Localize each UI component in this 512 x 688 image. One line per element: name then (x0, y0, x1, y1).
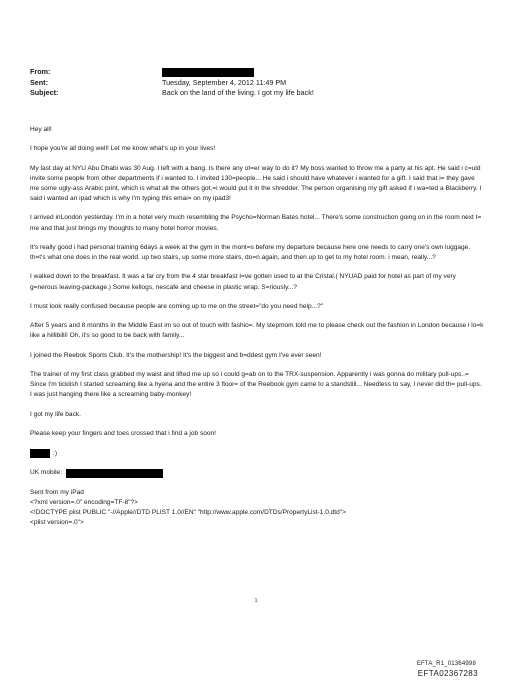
signature-row (30, 449, 485, 459)
efta-stamp-small: EFTA_R1_01364998 (416, 661, 476, 667)
footer-lines (30, 488, 485, 528)
page-number: 1 (254, 598, 258, 604)
body-paragraph: I hope you're all doing well! Let me know what's up in your lives! (30, 145, 216, 153)
redacted-name (30, 449, 50, 458)
signature-smiley: :) (53, 449, 57, 457)
mobile-row (30, 468, 485, 478)
body-paragraph: The trainer of my first class grabbed my waist and lifted me up so i could g=ab on to the TRX-suspension. Apparently i was gonna do military pull-ups..= Since I'm ticklish I started screaming like a hyena and the entire 3 floor= of the Reebook gym came to a standstill... Needless to say, I never did th= pull-ups. I was just hanging there like a screaming baby-monkey! (30, 371, 482, 399)
subject-value: Back on the land of the living. I got my life back! (162, 88, 314, 97)
body-paragraph: I must look really confused because people are coming up to me on the street="do you need help...?" (30, 302, 324, 310)
body-paragraph: Please keep your fingers and toes crossed that i find a job soon! (30, 430, 216, 438)
body-paragraph: I walked down to the breakfast. It was a far cry from the 4 star breakfast I=ve gotten used to at the Cristal.( NYUAD paid for hotel as part of my very g=nerous leaving-package.) Some kellogs, nescafe and cheese in plastic wrap. S=riously...? (30, 273, 456, 291)
email-header (30, 67, 490, 99)
email-body (30, 125, 485, 528)
doctype-line: <!DOCTYPE plist PUBLIC "-//Apple//DTD PLIST 1.0//EN" "http://www.apple.com/DTDs/PropertyList-1.0.dtd"> (30, 509, 346, 517)
body-paragraph: I arrived inLondon yesterday. I'm in a hotel very much resembling the Psycho=Norman Bates hotel... There's some construction going on in the room next t= me and that just brings my thoughts to many hotel horror movies. (30, 214, 482, 232)
mobile-label: UK mobile: (30, 469, 63, 477)
sent-from-line: Sent from my iPad (30, 488, 84, 496)
from-label: From: (30, 67, 51, 76)
plist-line: <plist version=.0"> (30, 519, 84, 527)
body-paragraph: It's really good i had personal training 6days a week at the gym in the mont=s before my departure because here one needs to carry one's own luggage. th=t's what one does in the real world. up two stairs, up some more stairs, do=n again, and then up to get to my hotel room. i mean, really...? (30, 243, 471, 262)
body-paragraph: I joined the Reebok Sports Club. It's the mothership! It's the biggest and b=ddest gym I've ever seen! (30, 351, 322, 359)
body-paragraph: My last day at NYU Abu Dhabi was 30 Aug. I left with a bang. Is there any ot=er way to do it? My boss wanted to throw me a party at his apt. He said i c=uld invite some people from other departments if i wanted to. I invited 130=people... He said i should have whatever i wanted for a gift. I said that i= they gave me some ugly-ass Arabic print, which is what all the others got,=i would put it in the shredder. The person organising my gift asked if i wa=ted a Blackberry. I said i wanted an ipad which is why I'm typing this emai= on my ipad3! (30, 164, 482, 203)
efta-stamp-large: EFTA02367283 (417, 669, 478, 678)
body-paragraph: After 5 years and 8 months in the Middle East im so out of touch with fashio=. My stepmom told me to please check out the fashion in London because i lo=k like a hillibilli! Oh, it's so good to be back with family... (30, 322, 484, 340)
sent-row (30, 78, 490, 89)
from-row (30, 67, 490, 78)
sent-value: Tuesday, September 4, 2012 11:49 PM (162, 77, 287, 87)
subject-label: Subject: (30, 88, 59, 97)
greeting: Hey all! (30, 126, 52, 133)
subject-row (30, 88, 490, 99)
xml-line: <?xml version=.0" encoding=TF-8"?> (30, 499, 139, 506)
sent-label: Sent: (30, 77, 48, 87)
body-paragraph: I got my life back. (30, 410, 81, 418)
redacted-sender (162, 68, 254, 77)
redacted-mobile (66, 469, 163, 478)
